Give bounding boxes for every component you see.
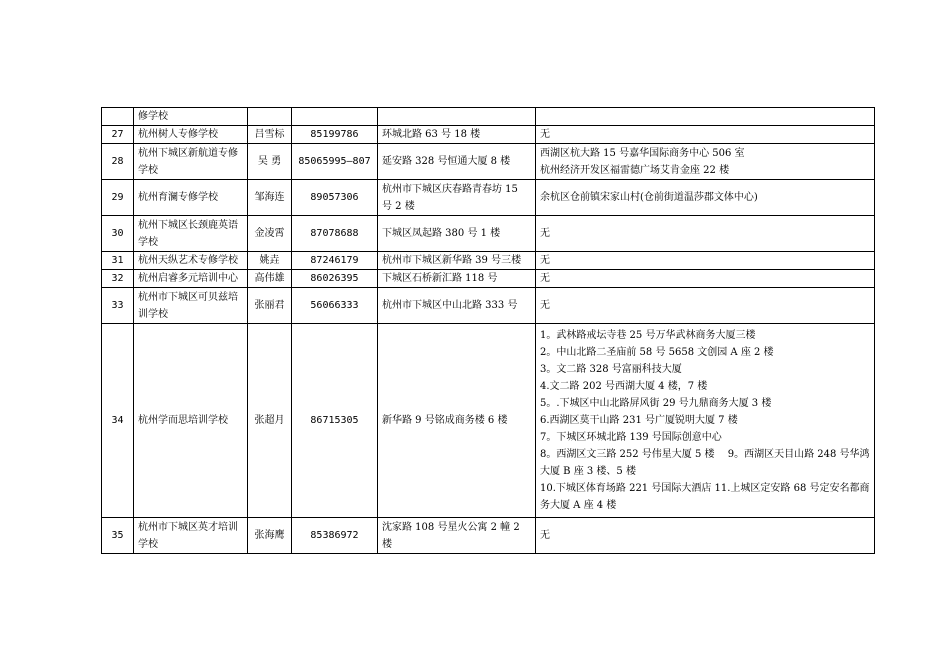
school-address: 杭州市下城区新华路 39 号三楼 [378, 252, 536, 270]
branch-line: 3。文二路 328 号富丽科技大厦 [540, 364, 682, 375]
school-name: 杭州育澜专修学校 [134, 180, 248, 216]
branch-line: 5。.下城区中山北路屏风街 29 号九鼎商务大厦 3 楼 [540, 398, 772, 409]
branch-addresses [536, 216, 875, 252]
row-number: 27 [102, 126, 134, 144]
contact-person [248, 108, 292, 126]
school-address: 下城区凤起路 380 号 1 楼 [378, 216, 536, 252]
table-row [102, 180, 875, 216]
school-name: 杭州天纵艺术专修学校 [134, 252, 248, 270]
row-number: 29 [102, 180, 134, 216]
row-number: 30 [102, 216, 134, 252]
school-address: 延安路 328 号恒通大厦 8 楼 [378, 144, 536, 180]
branch-addresses [536, 270, 875, 288]
contact-person: 邹海连 [248, 180, 292, 216]
branch-line: 无 [540, 228, 550, 239]
row-number [102, 108, 134, 126]
school-address: 杭州市下城区中山北路 333 号 [378, 288, 536, 324]
contact-person: 吕雪标 [248, 126, 292, 144]
branch-addresses [536, 144, 875, 180]
branch-line: 无 [540, 530, 550, 541]
table-row [102, 126, 875, 144]
branch-line: 4.文二路 202 号西湖大厦 4 楼，7 楼 [540, 381, 708, 392]
school-name: 杭州启睿多元培训中心 [134, 270, 248, 288]
phone-number: 86026395 [292, 270, 378, 288]
phone-number: 89057306 [292, 180, 378, 216]
contact-person: 高伟雄 [248, 270, 292, 288]
school-address: 杭州市下城区庆春路青春坊 15 号 2 楼 [378, 180, 536, 216]
branch-line: 1。武林路戒坛寺巷 25 号万华武林商务大厦三楼 [540, 330, 756, 341]
branch-addresses [536, 288, 875, 324]
row-number: 31 [102, 252, 134, 270]
branch-line: 2。中山北路二圣庙前 58 号 5658 文创园 A 座 2 楼 [540, 347, 774, 358]
branch-addresses [536, 518, 875, 554]
table-row [102, 252, 875, 270]
branch-line: 7。下城区环城北路 139 号国际创意中心 [540, 432, 722, 443]
phone-number: 85199786 [292, 126, 378, 144]
row-number: 33 [102, 288, 134, 324]
school-name: 杭州市下城区可贝兹培训学校 [134, 288, 248, 324]
table-body [102, 108, 875, 554]
school-name: 杭州树人专修学校 [134, 126, 248, 144]
branch-line: 无 [540, 255, 550, 266]
branch-line: 余杭区仓前镇宋家山村(仓前街道温莎郡文体中心) [540, 192, 758, 203]
table-row [102, 518, 875, 554]
phone-number: 86715305 [292, 324, 378, 518]
phone-number: 87246179 [292, 252, 378, 270]
row-number: 34 [102, 324, 134, 518]
contact-person: 吴 勇 [248, 144, 292, 180]
school-name: 杭州学而思培训学校 [134, 324, 248, 518]
school-address: 沈家路 108 号星火公寓 2 幢 2 楼 [378, 518, 536, 554]
branch-addresses [536, 252, 875, 270]
school-address: 新华路 9 号铭成商务楼 6 楼 [378, 324, 536, 518]
branch-line: 10.下城区体育场路 221 号国际大酒店 11.上城区定安路 68 号定安名都商务大厦 A 座 4 楼 [540, 483, 870, 511]
row-number: 35 [102, 518, 134, 554]
phone-number: 85386972 [292, 518, 378, 554]
table-row [102, 108, 875, 126]
branch-line: 无 [540, 300, 550, 311]
school-address [378, 108, 536, 126]
row-number: 32 [102, 270, 134, 288]
phone-number [292, 108, 378, 126]
contact-person: 张超月 [248, 324, 292, 518]
phone-number: 87078688 [292, 216, 378, 252]
table-row [102, 288, 875, 324]
school-name: 杭州下城区长颈鹿英语学校 [134, 216, 248, 252]
school-name: 杭州下城区新航道专修学校 [134, 144, 248, 180]
table-row [102, 144, 875, 180]
school-address: 下城区石桥新汇路 118 号 [378, 270, 536, 288]
school-name: 修学校 [134, 108, 248, 126]
contact-person: 张丽君 [248, 288, 292, 324]
branch-addresses [536, 108, 875, 126]
school-address: 环城北路 63 号 18 楼 [378, 126, 536, 144]
contact-person: 金凌霄 [248, 216, 292, 252]
branch-line: 无 [540, 129, 550, 140]
branch-line: 6.西湖区莫干山路 231 号广厦锐明大厦 7 楼 [540, 415, 738, 426]
branch-line: 无 [540, 273, 550, 284]
row-number: 28 [102, 144, 134, 180]
branch-line: 西湖区杭大路 15 号嘉华国际商务中心 506 室 [540, 147, 745, 159]
branch-addresses [536, 324, 875, 518]
phone-number: 85065995—807 [292, 144, 378, 180]
table-row [102, 324, 875, 518]
table-row [102, 270, 875, 288]
table-row [102, 216, 875, 252]
branch-line: 杭州经济开发区福雷德广场艾肯金座 22 楼 [540, 164, 730, 176]
phone-number: 56066333 [292, 288, 378, 324]
branch-addresses [536, 126, 875, 144]
branch-addresses [536, 180, 875, 216]
contact-person: 张海鹰 [248, 518, 292, 554]
school-name: 杭州市下城区英才培训学校 [134, 518, 248, 554]
branch-line: 8。西湖区文三路 252 号伟星大厦 5 楼 9。西湖区天目山路 248 号华鸿大厦 B 座 3 楼、5 楼 [540, 449, 870, 477]
school-list-table [101, 107, 875, 554]
contact-person: 姚垚 [248, 252, 292, 270]
